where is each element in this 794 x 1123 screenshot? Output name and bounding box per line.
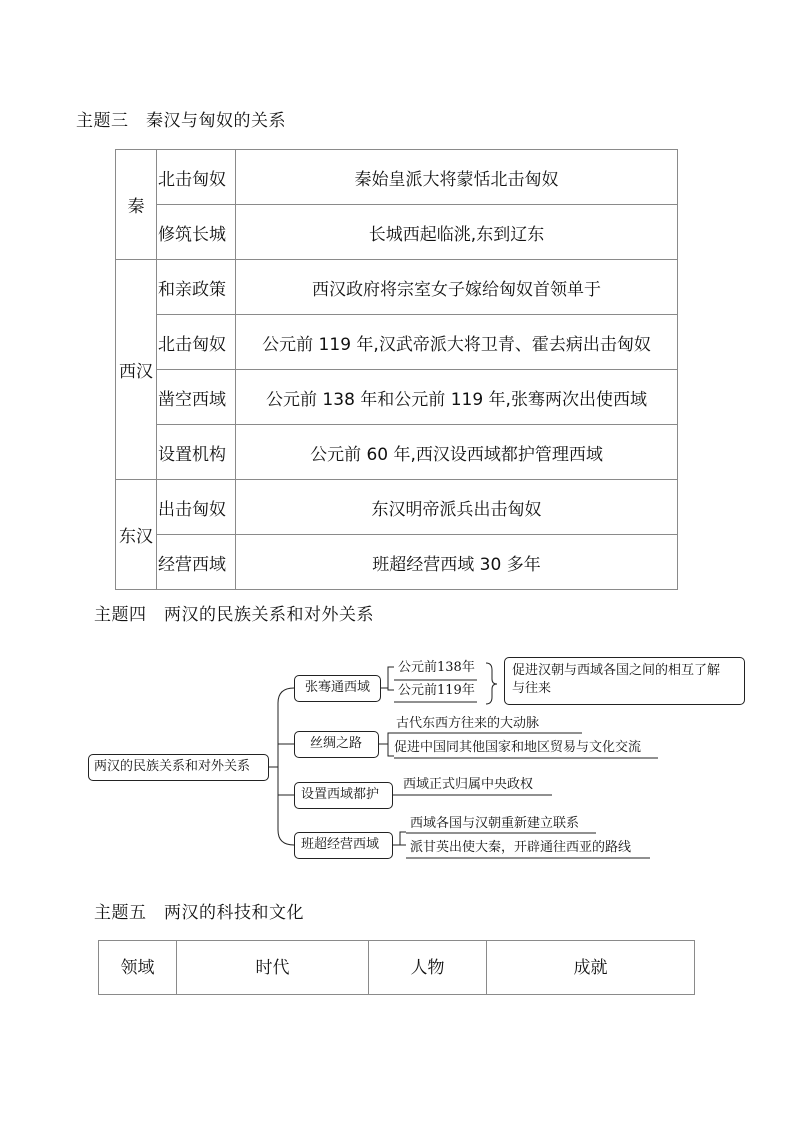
era-cell: 秦 [116,150,157,260]
result-line: 促进汉朝与西域各国之间的相互了解 [512,663,721,678]
topic-cell: 北击匈奴 [157,315,236,370]
content-cell: 公元前 119 年,汉武帝派大将卫青、霍去病出击匈奴 [236,315,678,370]
topic3-heading: 主题三 秦汉与匈奴的关系 [76,111,286,131]
leaf-text: 西域各国与汉朝重新建立联系 [410,816,580,831]
result-line: 与往来 [512,681,552,696]
leaf-text: 公元前138年 [398,660,475,675]
science-culture-table [98,940,695,995]
topic-cell: 凿空西域 [157,370,236,425]
column-header: 成就 [487,941,695,995]
topic-cell: 和亲政策 [157,260,236,315]
content-cell: 班超经营西域 30 多年 [236,535,678,590]
topic-cell: 经营西域 [157,535,236,590]
branch-zhang-qian: 张骞通西域 [294,675,381,702]
era-cell: 西汉 [116,260,157,480]
table-header-row [99,941,695,995]
column-header: 领域 [99,941,177,995]
branch-silk-road: 丝绸之路 [294,731,379,758]
content-cell: 东汉明帝派兵出击匈奴 [236,480,678,535]
branch-western-regions-protectorate: 设置西域都护 [294,782,393,809]
topic4-heading: 主题四 两汉的民族关系和对外关系 [94,605,374,625]
leaf-text: 促进中国同其他国家和地区贸易与文化交流 [394,740,642,755]
leaf-text: 古代东西方往来的大动脉 [396,716,540,731]
column-header: 人物 [369,941,487,995]
column-header: 时代 [177,941,369,995]
branch-ban-chao: 班超经营西域 [294,832,393,859]
topic5-heading: 主题五 两汉的科技和文化 [94,903,304,923]
topic-cell: 修筑长城 [157,205,236,260]
topic-cell: 北击匈奴 [157,150,236,205]
topic-cell: 设置机构 [157,425,236,480]
leaf-text: 公元前119年 [398,683,475,698]
content-cell: 秦始皇派大将蒙恬北击匈奴 [236,150,678,205]
content-cell: 长城西起临洮,东到辽东 [236,205,678,260]
content-cell: 西汉政府将宗室女子嫁给匈奴首领单于 [236,260,678,315]
content-cell: 公元前 60 年,西汉设西域都护管理西域 [236,425,678,480]
leaf-text: 西域正式归属中央政权 [403,777,534,792]
era-cell: 东汉 [116,480,157,590]
mindmap-root: 两汉的民族关系和对外关系 [88,754,269,781]
topic-cell: 出击匈奴 [157,480,236,535]
content-cell: 公元前 138 年和公元前 119 年,张骞两次出使西域 [236,370,678,425]
zhang-qian-result-box [504,657,745,705]
leaf-text: 派甘英出使大秦，开辟通往西亚的路线 [410,840,632,855]
